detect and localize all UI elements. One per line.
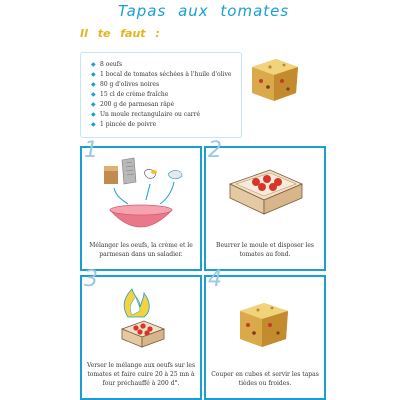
bullet-icon: ◆ <box>91 91 96 98</box>
step-number: 3 <box>84 267 98 292</box>
tapas-cube-illustration <box>206 277 324 357</box>
bullet-icon: ◆ <box>91 101 96 108</box>
bullet-icon: ◆ <box>91 111 96 118</box>
step-number: 4 <box>208 267 222 292</box>
step-1-card <box>80 138 202 271</box>
mixing-bowl-illustration <box>82 148 200 243</box>
step-instruction: Mélanger les oeufs, la crème et le parmesan dans un saladier. <box>89 242 193 258</box>
ingredient-item: ◆ 200 g de parmesan râpé <box>91 101 175 108</box>
step-number: 2 <box>208 138 222 163</box>
recipe-title: Tapas aux tomates <box>118 2 290 20</box>
step-number: 1 <box>84 138 98 163</box>
ingredients-heading: Il te faut : <box>80 27 160 40</box>
bullet-icon: ◆ <box>91 61 96 68</box>
ingredient-item: ◆ 80 g d'olives noires <box>91 81 160 88</box>
step-instruction: Beurrer le moule et disposer les tomates au fond. <box>216 242 314 258</box>
bullet-icon: ◆ <box>91 81 96 88</box>
bullet-icon: ◆ <box>91 121 96 128</box>
baking-mold-flame-illustration <box>82 277 200 352</box>
step-2-card <box>204 138 326 271</box>
ingredient-item: ◆ Un moule rectangulaire ou carré <box>91 111 201 118</box>
ingredient-item: ◆ 15 cl de crème fraîche <box>91 91 169 98</box>
step-instruction: Verser le mélange aux oeufs sur les tomates et faire cuire 20 à 25 mn à four préchauffé à 200 d°. <box>86 362 196 387</box>
mold-with-tomatoes-illustration <box>206 148 324 243</box>
step-4-card <box>204 267 326 400</box>
ingredient-item: ◆ 1 pincée de poivre <box>91 121 157 128</box>
ingredient-item: ◆ 8 oeufs <box>91 61 123 68</box>
tapas-cube-illustration <box>246 53 302 103</box>
ingredient-item: ◆ 1 bocal de tomates séchées à l'huile d'olive <box>91 71 232 78</box>
ingredients-box <box>80 52 242 138</box>
step-instruction: Couper en cubes et servir les tapas tièdes ou froides. <box>211 371 319 387</box>
bullet-icon: ◆ <box>91 71 96 78</box>
step-3-card <box>80 267 202 400</box>
ingredients-list <box>81 53 241 130</box>
